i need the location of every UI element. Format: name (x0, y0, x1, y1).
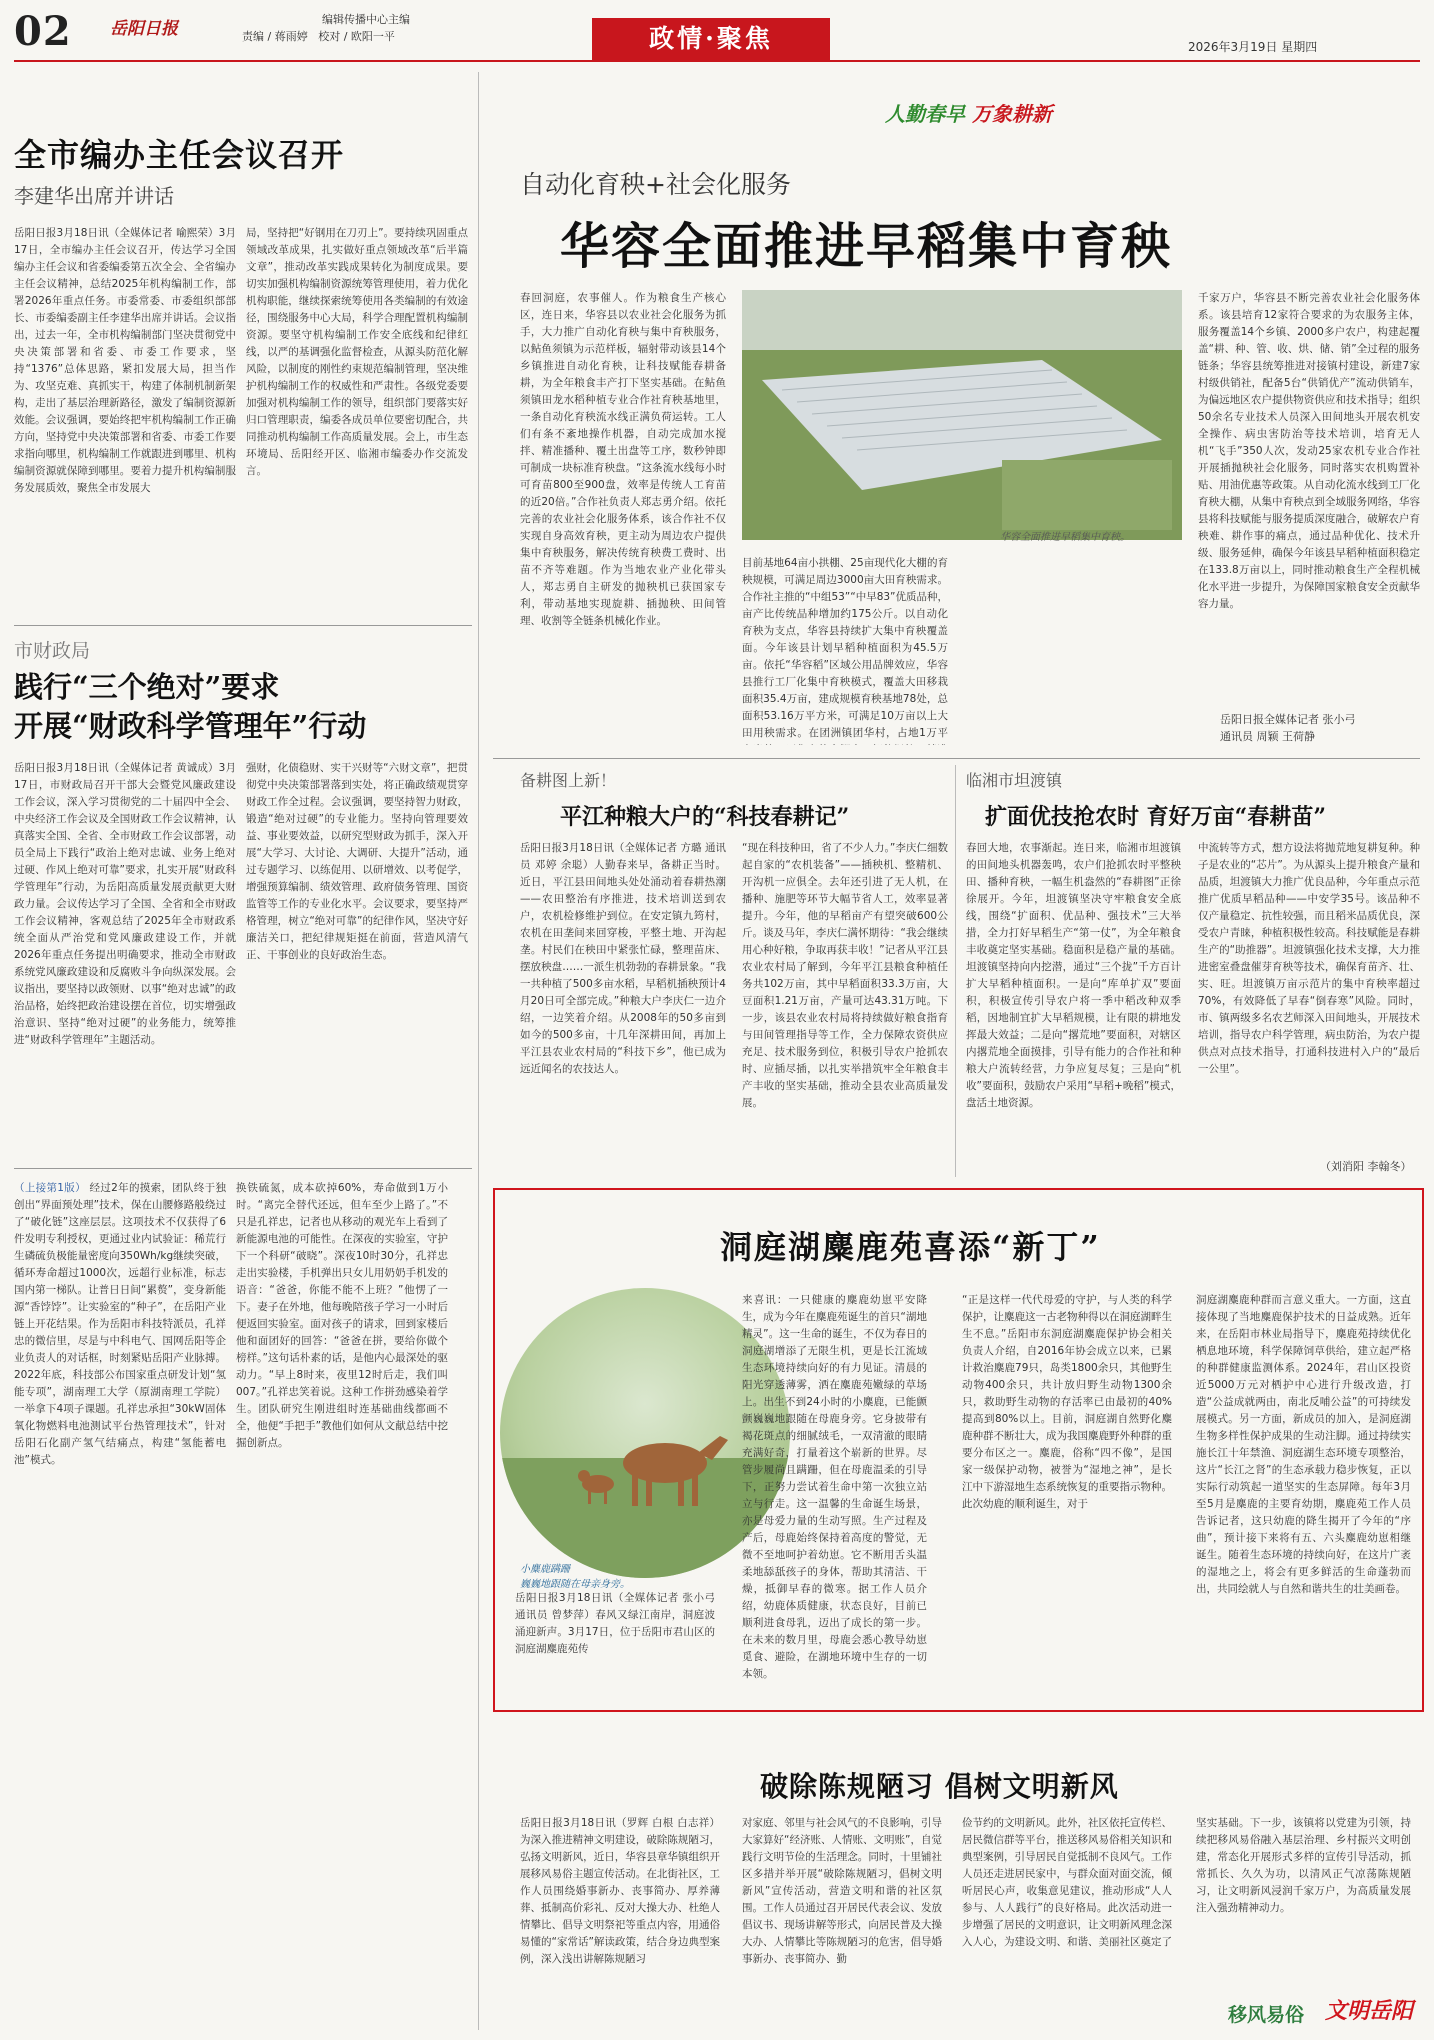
article6-credit: （刘消阳 李翰冬） (1320, 1160, 1412, 1173)
divider (14, 625, 472, 626)
article2-title (14, 668, 366, 746)
feature-credit: 岳阳日报全媒体记者 张小弓 通讯员 周颖 王荷静 (1220, 713, 1356, 743)
slogan-part-a: 人勤春早 (885, 102, 965, 126)
page-number: 02 (14, 8, 72, 55)
article1-col2: 局，坚持把“好钢用在刀刃上”。要持续巩固重点领域改革成果，扎实做好重点领域改革“后半篇文章”，推动改革实践成果转化为制度成果。要切实加强机构编制资源统筹管理使用，着力优化机构职能，继续探索统筹使用各类编制的有效途径，围绕服务中心大局，科学合理配置机构编制资源。要坚守机构编制工作安全底线和纪律红线，以严的基调强化监督检查，从源头防范化解风险，以制度的刚性约束规范编制管理，坚决维护机构编制工作的权威性和严肃性。各级党委要加强对机构编制工作的领导，组织部门要落实好归口管理职责，编委各成员单位要密切配合，共同推动机构编制工作高质量发展。会上，市生态环境局、岳阳经开区、临湘市编委办作交流发言。 (246, 227, 468, 477)
editor-name: 蒋雨婷 (274, 29, 308, 43)
article7-col2: “正是这样一代代母爱的守护，与人类的科学保护，让麋鹿这一古老物种得以在洞庭湖畔生生不息。”岳阳市东洞庭湖麋鹿保护协会相关负责人介绍，自2016年协会成立以来，已累计救治麋鹿79只，岛类1800余只，其他野生动物400余只，共计放归野生动物1300余只，救助野生动物的存活率已由最初的40%提高到80%以上。目前，洞庭湖自然野化麋鹿种群不断壮大，成为我国麋鹿野外种群的重要分布区之一。麋鹿，俗称“四不像”，是国家一级保护动物，被誉为“湿地之神”，是长江中下游湿地生态系统恢复的重要指示物种。此次幼鹿的顺利诞生，对于 (962, 1294, 1172, 1510)
article7-col3: 洞庭湖麋鹿种群而言意义重大。一方面，这直接体现了当地麋鹿保护技术的日益成熟。近年来，在岳阳市林业局指导下，麋鹿苑持续优化栖息地环境，科学保障饲草供给，建立起严格的种群健康监测体系。2024年，君山区投资近5000万元对栖护中心进行升级改造，打造“公益成就两由，南北反哺公益”的可持续发展模式。另一方面，新成员的加入，是洞庭湖生物多样性保护成果的生动注脚。通过持续实施长江十年禁渔、洞庭湖生态环境专项整治，这片“长江之肾”的生态承载力稳步恢复，正以实际行动筑起一道坚实的生态屏障。每年3月至5月是麋鹿的主要育幼期，麋鹿苑工作人员告诉记者，这只幼鹿的降生揭开了今年的“序曲”，预计接下来将有五、六头麋鹿幼崽相继诞生。随着生态环境的持续向好，在这片广袤的湿地之上，将会有更多鲜活的生命蓬勃而出，共同绘就人与自然和谐共生的壮美画卷。 (1196, 1294, 1411, 1595)
proofreader-name: 欧阳一平 (350, 29, 395, 43)
deer-photo-caption (520, 1560, 630, 1590)
feature-title: 华容全面推进早稻集中育秧 (560, 217, 1173, 275)
article3-col1 (14, 1180, 226, 2030)
issue-date: 2026年3月19日 星期四 (1188, 40, 1318, 54)
editor-role-label: 责编 (242, 29, 264, 43)
article6-kicker: 临湘市坦渡镇 (966, 771, 1063, 790)
feature-col1: 春回洞庭，农事催人。作为粮食生产核心区，连日来，华容县以农业社会化服务为抓手，大力推广自动化育秧与集中育秧服务，以鲇鱼须镇为示范样板，辐射带动该县14个乡镇推进自动化育秧，让科技赋能春耕备耕，为全年粮食丰产打下坚实基础。在鲇鱼须镇田龙水稻种植专业合作社育秧基地里，一条自动化育秧流水线正满负荷运转。工人们有条不紊地操作机器，自动完成加水搅拌、精准播种、覆土出盘等工序，数秒钟即可制成一块标准育秧盘。“这条流水线每小时可育苗800至900盘，效率是传统人工育苗的近20倍。”合作社负责人郑志勇介绍。依托完善的农业社会化服务体系，该合作社不仅实现自身高效育秧，更主动为周边农户提供集中育秧服务，解决传统育秧费工费时、出苗不齐等难题。作为当地农业产业化带头人，郑志勇自主研发的抛秧机已获国家专利，带动基地实现旋耕、插抛秧、田间管理、收割等全链条机械化作业。 (520, 292, 726, 627)
brand-slogan-a: 移风易俗 (1228, 2004, 1305, 2026)
article8-title: 破除陈规陋习 倡树文明新风 (760, 1770, 1119, 1803)
editor-credits (242, 12, 410, 45)
continued-marker: （上接第1版） (14, 1182, 86, 1194)
divider (493, 758, 1420, 759)
article2-section: 市财政局 (14, 640, 91, 662)
article5-title: 平江种粮大户的“科技春耕记” (560, 804, 850, 830)
article3-col1-text: 经过2年的摸索，团队终于独创出“界面预处理”技术，保在山腰修路般绕过了“破化链”这座层层。这项技术不仅获得了6件发明专利授权，更通过业内试验证：稀荒行生磷硫负极能量密度向350Wh/kg继续突破，循环寿命超过1000次，远超行业标准，标志国内第一梯队。让普日日间“累赘”，变身新能源“香饽饽”。让实验室的“种子”，在岳阳产业链上开花结果。作为岳阳市科技特派员，孔祥忠的微信里，尽是与中科电气、国网岳阳等企业负责人的对话框，时刻紧贴岳阳产业脉搏。2022年底，科技部公布国家重点研发计划“氢能专项”，湖南理工大学（原湖南理工学院）一举拿下4项子课题。孔祥忠承担“30kW固体氧化物燃料电池测试平台热管理技术”，针对岳阳石化副产氢气结痛点，构建“氢能蓄电池”模式。 (14, 1182, 226, 1466)
feature-kicker: 自动化育秧+社会化服务 (520, 170, 791, 199)
article8-col1: 岳阳日报3月18日讯（罗辉 白根 白志祥）为深入推进精神文明建设，破除陈规陋习，弘扬文明新风，近日，华容县章华镇组织开展移风易俗主题宣传活动。在北街社区，工作人员围绕婚事新办、丧事简办、厚养薄葬、抵制高价彩礼、反对大操大办、杜绝人情攀比、倡导文明祭祀等重点内容，用通俗易懂的“家常话”解读政策，结合身边典型案例，深入浅出讲解陈规陋习 (520, 1817, 720, 1965)
article1-col1: 岳阳日报3月18日讯（全媒体记者 喻熙荣）3月17日，全市编办主任会议召开，传达学习全国编办主任会议和省委编委第五次全会、全省编办主任会议精神，总结2025年机构编制工作，部署2026年重点任务。市委常委、市委组织部部长、市委编委副主任李建华出席并讲话。会议指出，过去一年，全市机构编制部门坚决贯彻党中央决策部署和省委、市委工作要求，坚持“1376”总体思路，紧扣发展大局，担当作为、攻坚克难、真抓实干，构建了体制机制新架构，走出了基层治理新路径，激发了编制资源新效能。会议强调，要始终把牢机构编制工作正确方向，坚持党中央决策部署和省委、市委工作要求指向哪里，机构编制工作就跟进到哪里、机构编制资源就保障到哪里。要着力提升机构编制服务发展质效，聚焦全市发展大 (14, 227, 236, 494)
column-divider (478, 72, 479, 2030)
paper-logo: 岳阳日报 (110, 19, 178, 39)
caption-line-1: 小麋鹿蹒跚 (520, 1564, 570, 1575)
header-rule (14, 60, 1420, 62)
article7-col1: 来喜讯：一只健康的麋鹿幼崽平安降生，成为今年在麋鹿苑诞生的首只“湖地精灵”。这一生命的诞生，不仅为春日的洞庭湖增添了无限生机，更是长江流域生态环境持续向好的有力见证。清晨的阳光穿透薄雾，洒在麋鹿苑嫩绿的草场上。出生不到24小时的小麋鹿，已能颤颤巍巍地跟随在母鹿身旁。它身披带有褐花斑点的细腻绒毛，一双清澈的眼睛充满好奇，打量着这个崭新的世界。尽管步履尚且蹒跚，但在母鹿温柔的引导下，正努力尝试着生命中第一次独立站立与行走。这一温馨的生命诞生场景，亦是母爱力量的生动写照。生产过程及产后，母鹿始终保持着高度的警觉，无微不至地呵护着幼崽。它不断用舌头温柔地舔舐孩子的身体，帮助其清洁、干燥，抵御早春的微寒。据工作人员介绍，幼鹿体质健康，状态良好，目前已顺利进食母乳，迈出了成长的第一步。在未来的数月里，母鹿会悉心教导幼崽觅食、避险，在湖地环境中生存的一切本领。 (742, 1294, 927, 1680)
feature-col3: 千家万户，华容县不断完善农业社会化服务体系。该县培育12家符合要求的为农服务主体，服务覆盖14个乡镇、2000多户农户，构建起覆盖“耕、种、管、收、烘、储、销”全过程的服务链条；华容县统筹推进对接镇村建设，新建7家村级供销社，配备5台“供销优产”流动供销车，为偏远地区农户提供物资供应和技术指导；组织50余名专业技术人员深入田间地头开展农机安全操作、病虫害防治等技术培训，培育无人机“飞手”350人次，发动25家农机专业合作社开展插抛秧社会化服务，同时落实农机购置补贴、用油优惠等政策。从自动化流水线到工厂化育秧大棚，从集中育秧点到全域服务网络，华容县将科技赋能与服务提质深度融合，破解农户育秧难、耕作事的痛点，通过品种优化、技术升级、服务延伸，确保今年该县早稻种植面积稳定在133.8万亩以上，同时推动粮食生产全程机械化水平进一步提升，为保障国家粮食安全贡献华容力量。 (1198, 292, 1420, 610)
article1-title: 全市编办主任会议召开 (14, 136, 345, 174)
article2-title-line1: 践行“三个绝对”要求 (14, 670, 280, 704)
proofreader-role-label: 校对 (318, 29, 341, 43)
brand-slogan-b: 文明岳阳 (1325, 1998, 1414, 2024)
editor-line-1: 编辑传播中心主编 (322, 13, 410, 26)
column-divider (955, 765, 956, 1177)
article2-col2: 强财，化债稳财、实干兴财等“六财文章”，把贯彻党中央决策部署落到实处，将正确政绩观贯穿财政工作全过程。会议强调，要坚持智力财政，锻造“绝对过硬”的专业能力。坚持向管理要效益、事业要效益，以研究型财政为抓手，深入开展“大学习、大讨论、大调研、大提升”活动，通过专题学习、以练促用、以研增效、以考促学，增强预算编制、绩效管理、政府债务管理、国资监管等工作的专业化水平。会议要求，要坚持严格管理，树立“绝对可靠”的纪律作风，坚决守好廉洁关口，把纪律规矩挺在前面，营造风清气正、干事创业的良好政治生态。 (246, 762, 468, 961)
article2-col1: 岳阳日报3月18日讯（全媒体记者 黄诚成）3月17日，市财政局召开干部大会暨党风廉政建设工作会议，深入学习贯彻党的二十届四中全会、中央经济工作会议及全国财政工作会议精神，认真落实全国、全省、全市财政工作会议部署，动员全局上下践行“政治上绝对忠诚、业务上绝对过硬、作风上绝对可靠”要求，扎实开展“财政科学管理年”行动，为岳阳高质量发展贡献更大财政力量。会议传达学习了全国、全省和全市财政工作会议精神，客观总结了2025年全市财政系统全面从严治党和党风廉政建设工作，并就2026年重点任务提出明确要求，推动全市财政系统党风廉政建设和反腐败斗争向纵深发展。会议指出，要坚持以政领财、以事“绝对忠诚”的政治品格，始终把政治建设摆在首位，切实增强政治意识、坚持“绝对过硬”的业务能力，统筹推进“财政科学管理年”主题活动。 (14, 762, 236, 1046)
editor-line-2: 责编 / 蒋雨婷 校对 / 欧阳一平 (242, 29, 395, 43)
caption-line-2: 巍巍地跟随在母亲身旁。 (520, 1579, 630, 1590)
article2-title-line2: 开展“财政科学管理年”行动 (14, 709, 367, 744)
feature-slogan (885, 98, 1052, 127)
article7-title: 洞庭湖麋鹿苑喜添“新丁” (720, 1228, 1101, 1266)
article7-lead: 岳阳日报3月18日讯（全媒体记者 张小弓 通讯员 曾梦萍）春风又绿江南岸，洞庭波涌迎新声。3月17日，位于岳阳市君山区的洞庭湖麋鹿苑传 (515, 1592, 715, 1655)
article1-subtitle: 李建华出席并讲话 (14, 184, 174, 208)
article6-title: 扩面优技抢农时 育好万亩“春耕苗” (985, 804, 1326, 830)
article5-col1: 岳阳日报3月18日讯（全媒体记者 方璐 通讯员 邓婷 余聪）人勤春来早，备耕正当时。近日，平江县田间地头处处涌动着春耕热潮——农田整治有序推进，技术培训送到农户，农机检修维护到位。在安定镇九筠村，农机在田垄间来回穿梭，平整土地、开沟起垄。村民们在秧田中紧张忙碌，整理苗床、摆放秧盘……一派生机勃勃的春耕景象。“我一共种植了500多亩水稻，早稻机插秧预计4月20日可全部完成。”种粮大户李庆仁一边介绍，一边笑着介绍。从2008年的50多亩到如今的500多亩，十几年深耕田间，再加上平江县农业农村局的“科技下乡”，他已成为远近闻名的农技达人。 (520, 842, 726, 1075)
article3-col2: 换铁硫氮，成本砍掉60%，寿命做到1万小时。“离完全替代还远，但车至少上路了。”不只是孔祥忠，记者也从移动的观光车上看到了新能源电池的可能性。在深夜的实验室，守护下一个科研“破晓”。深夜10时30分，孔祥忠走出实验楼，手机弹出只女儿用奶奶手机发的语音：“爸爸，你能不能不上班？”他愣了一下。妻子在外地，他每晚陪孩子学习一小时后便返回实验室。面对孩子的请求，回到家楼后他和面团好的回答：“爸爸在拼，要给你做个榜样。”这句话朴素的话，是他内心最深处的驱动力。“早上8时来，夜里12时后走，我们叫007。”孔祥忠笑着说。这种工作拼劲感染着学生。团队研究生刚进组时连基础曲线都画不全，他便“手把手”教他们如何从文献总结中挖掘创新点。 (236, 1182, 448, 1449)
article8-col4: 坚实基础。下一步，该镇将以党建为引领，持续把移风易俗融入基层治理、乡村振兴文明创建，常态化开展形式多样的宣传引导活动，抓常抓长、久久为功，以清风正气凉荡陈规陋习，让文明新风浸润千家万户，为高质量发展注入强劲精神动力。 (1196, 1817, 1411, 1914)
article6-col2: 中流转等方式，想方设法将抛荒地复耕复种。种子是农业的“芯片”。为从源头上提升粮食产量和品质，坦渡镇大力推广优良品种，今年重点示范推广优质早稻品种——中安学35号。该品种不仅产量稳定、抗性较强，而且稻米品质优良，深受农户青睐，种植积极性较高。科技赋能是春耕生产的“助推器”。坦渡镇强化技术支撑，大力推进密室叠盘催芽育秧等技术，确保育苗齐、壮、实、旺。坦渡镇万亩示范片的集中育秧率超过70%，有效降低了早春“倒春寒”风险。同时，市、镇两级多名农艺师深入田间地头，开展技术培训，指导农户科学管理，病虫防治，为农户提供点对点技术指导，打通科技进村入户的“最后一公里”。 (1198, 842, 1420, 1075)
article5-col2: “现在科技种田，省了不少人力。”李庆仁细数起自家的“农机装备”——插秧机、整精机、开沟机一应俱全。去年还引进了无人机，在播种、施肥等环节大幅节省人工，效率显著提升。今年，他的早稻亩产有望突破600公斤。谈及马年，李庆仁满怀期待：“我会继续用心种好粮，争取再获丰收！”记者从平江县农业农村局了解到，今年平江县粮食种植任务共102万亩，其中早稻面积33.3万亩，大豆面积1.21万亩，产量可达43.31万吨。下一步，该县农业农村局将持续做好粮食指育与田间管理指导等工作，全力保障农资供应充足、技术服务到位，积极引导农户抢抓农时、应插尽插，以扎实举措筑牢全年粮食丰产丰收的坚实基础，推动全县农业高质量发展。 (742, 842, 948, 1109)
greenhouse-illustration (742, 290, 1182, 540)
article5-kicker: 备耕图上新！ (520, 771, 617, 790)
divider (14, 1168, 472, 1169)
article8-col2: 对家庭、邻里与社会风气的不良影响，引导大家算好“经济账、人情账、文明账”，自觉践行文明节俭的生活理念。同时，十里铺社区多措并举开展“破除陈规陋习，倡树文明新风”宣传活动，营造文明和谐的社区氛围。工作人员通过召开居民代表会议、发放倡议书、现场讲解等形式，向居民普及大操大办、人情攀比等陈规陋习的危害，倡导婚事新办、丧事简办、勤 (742, 1817, 942, 1965)
slogan-part-b: 万象耕新 (971, 102, 1052, 126)
feature-col2: 目前基地64亩小拱棚、25亩现代化大棚的育秧规模，可满足周边3000亩大田育秧需求。合作社主推的“中组53”“中早83”优质品种，亩产比传统品种增加约175公斤。以自动化育秧为支点，华容县持续扩大集中育秧覆盖面。今年该县计划早稻种植面积为45.5万亩。依托“华容稻”区域公用品牌效应，华容县推行工厂化集中育秧模式，覆盖大田移栽面积35.4万亩，建成规模育秧基地78处，总面积53.16万平方米，可满足10万亩以上大田用秧需求。在团洲镇团华村，占地1万平 (742, 557, 948, 739)
section-banner: 政情·聚焦 (592, 18, 830, 60)
article6-col1: 春回大地，农事渐起。连日来，临湘市坦渡镇的田间地头机器轰鸣，农户们抢抓农时平整秧田、播种育秧，一幅生机盎然的“春耕图”正徐徐展开。今年，坦渡镇坚决守牢粮食安全底线，围绕“扩面积、优品种、强技术”三大举措，全力打好早稻生产“第一仗”，为全年粮食丰收奠定坚实基础。稳面积是稳产量的基础。坦渡镇坚持向内挖潜，通过“三个拢”千方百计扩大早稻种植面积。一是向“库单扩双”要面积，积极宣传引导农户将一季中稻改种双季稻，因地制宜扩大早稻规模，让有限的耕地发挥最大效益；二是向“撂荒地”要面积，对辖区内撂荒地全面摸排，引导有能力的合作社和种粮大户流转经营，力争应复尽复；三是向“机收”要面积，鼓励农户采用“早稻+晚稻”模式，盘活土地资源。 (966, 842, 1181, 1109)
article8-col3: 俭节约的文明新风。此外，社区依托宣传栏、居民微信群等平台，推送移风易俗相关知识和典型案例，引导居民自觉抵制不良风气。工作人员还走进居民家中，与群众面对面交流，倾听居民心声，收集意见建议，推动形成“人人参与、人人践行”的良好格局。此次活动进一步增强了居民的文明意识，让文明新风理念深入人心，为建设文明、和谐、美丽社区奠定了 (962, 1817, 1172, 1948)
greenhouse-photo (742, 290, 1182, 540)
feature-photo-caption: 华容全面推进早稻集中育秧。 (1000, 532, 1130, 543)
